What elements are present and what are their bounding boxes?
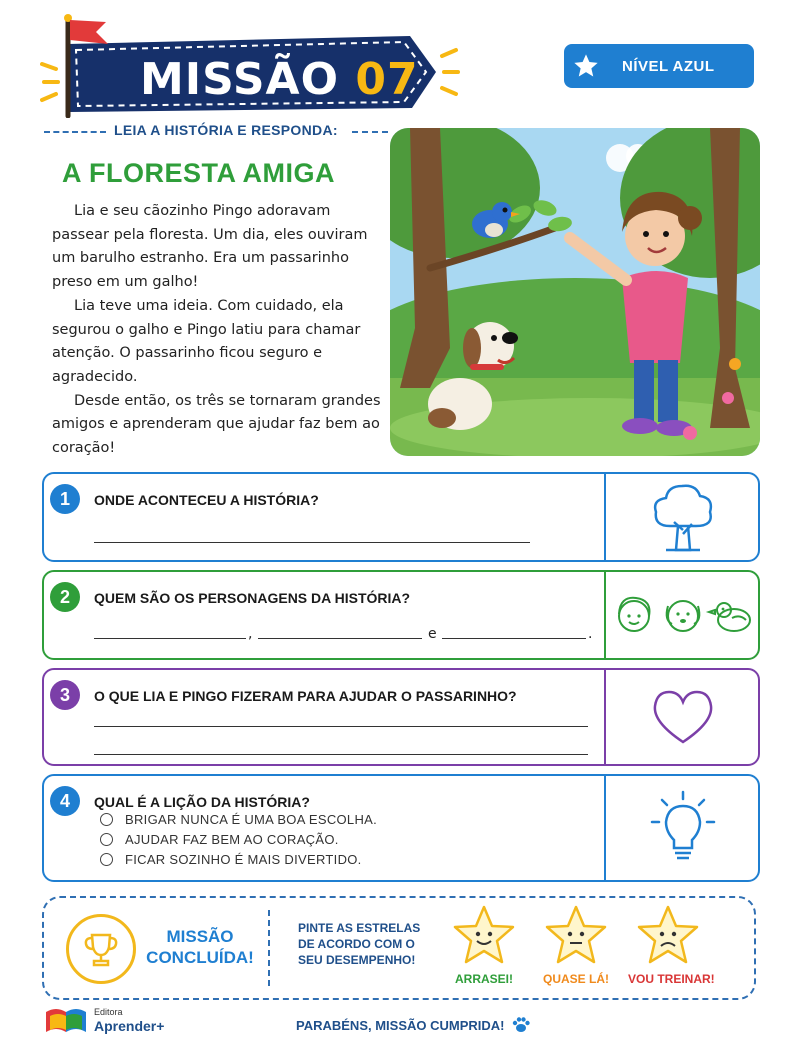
mission-complete-box (42, 896, 756, 1000)
separator-comma: , (248, 626, 253, 642)
publisher-logo (44, 1004, 164, 1034)
mission-title (140, 54, 419, 105)
neutral-star-icon[interactable] (542, 904, 610, 966)
option-label: FICAR SOZINHO É MAIS DIVERTIDO. (125, 852, 362, 867)
book-icon (44, 1004, 88, 1034)
level-badge (564, 44, 754, 88)
question-card-1 (42, 472, 760, 562)
question-card-3 (42, 668, 760, 766)
instructions: LEIA A HISTÓRIA E RESPONDA: (114, 122, 338, 138)
star-icon (564, 44, 608, 88)
star-label: QUASE LÁ! (543, 972, 609, 986)
level-label: NÍVEL AZUL (622, 57, 715, 75)
separator-and: e (428, 626, 437, 642)
paw-icon (511, 1016, 531, 1034)
instruction-divider-left (44, 131, 106, 133)
story-paragraph: Lia teve uma ideia. Com cuidado, ela segurou o galho e Pingo latiu para chamar atenção. O passarinho ficou seguro e agradecido. (52, 297, 361, 385)
instruction-divider-right (352, 131, 388, 133)
answer-line-character-1[interactable] (94, 638, 246, 639)
star-label: ARRASEI! (454, 972, 513, 986)
option-label: AJUDAR FAZ BEM AO CORAÇÃO. (125, 832, 339, 847)
question-text: O QUE LIA E PINGO FIZERAM PARA AJUDAR O PASSARINHO? (94, 688, 517, 704)
question-card-2 (42, 570, 760, 660)
sad-star-icon[interactable] (634, 904, 702, 966)
question-number: 3 (50, 680, 80, 710)
radio-button[interactable] (100, 853, 113, 866)
tree-icon (606, 474, 760, 560)
separator-period: . (588, 626, 593, 642)
answer-line-character-2[interactable] (258, 638, 422, 639)
publisher-small: Editora (94, 1007, 123, 1017)
question-text: ONDE ACONTECEU A HISTÓRIA? (94, 492, 319, 508)
happy-star-icon[interactable] (450, 904, 518, 966)
congrats-text: PARABÉNS, MISSÃO CUMPRIDA! (296, 1017, 505, 1033)
mission-divider (268, 910, 270, 986)
option-3[interactable] (100, 852, 362, 867)
question-number: 2 (50, 582, 80, 612)
question-number: 1 (50, 484, 80, 514)
star-rating-happy[interactable] (444, 904, 524, 986)
paint-stars-instruction: PINTE AS ESTRELAS DE ACORDO COM O SEU DESEMPENHO! (298, 921, 421, 967)
option-1[interactable] (100, 812, 377, 827)
trophy-icon (66, 914, 136, 984)
story-title: A FLORESTA AMIGA (62, 158, 335, 188)
congrats-message (296, 1016, 531, 1034)
mission-complete-label: MISSÃO CONCLUÍDA! (146, 927, 254, 967)
story-paragraph: Desde então, os três se tornaram grandes amigos e aprenderam que ajudar faz bem ao coração! (52, 392, 381, 457)
question-card-4 (42, 774, 760, 882)
mission-word: MISSÃO (140, 54, 340, 105)
story-text (52, 200, 382, 461)
mission-number: 07 (355, 54, 419, 105)
radio-button[interactable] (100, 813, 113, 826)
option-2[interactable] (100, 832, 339, 847)
lightbulb-icon (606, 776, 760, 880)
answer-line[interactable] (94, 726, 588, 727)
star-label: VOU TREINAR! (628, 972, 715, 986)
question-text: QUAL É A LIÇÃO DA HISTÓRIA? (94, 794, 310, 810)
star-rating-neutral[interactable] (536, 904, 616, 986)
heart-icon (606, 670, 760, 764)
radio-button[interactable] (100, 833, 113, 846)
answer-line[interactable] (94, 542, 530, 543)
story-illustration (390, 128, 760, 456)
publisher-name: Aprender+ (94, 1018, 165, 1034)
star-rating-sad[interactable] (628, 904, 715, 986)
question-text: QUEM SÃO OS PERSONAGENS DA HISTÓRIA? (94, 590, 411, 606)
answer-line[interactable] (94, 754, 588, 755)
answer-line-character-3[interactable] (442, 638, 586, 639)
mission-banner (40, 14, 460, 118)
characters-icon (606, 572, 760, 658)
story-paragraph: Lia e seu cãozinho Pingo adoravam passear pela floresta. Um dia, eles ouviram um barulho estranho. Era um passarinho preso em um galho! (52, 203, 368, 291)
question-number: 4 (50, 786, 80, 816)
option-label: BRIGAR NUNCA É UMA BOA ESCOLHA. (125, 812, 378, 827)
